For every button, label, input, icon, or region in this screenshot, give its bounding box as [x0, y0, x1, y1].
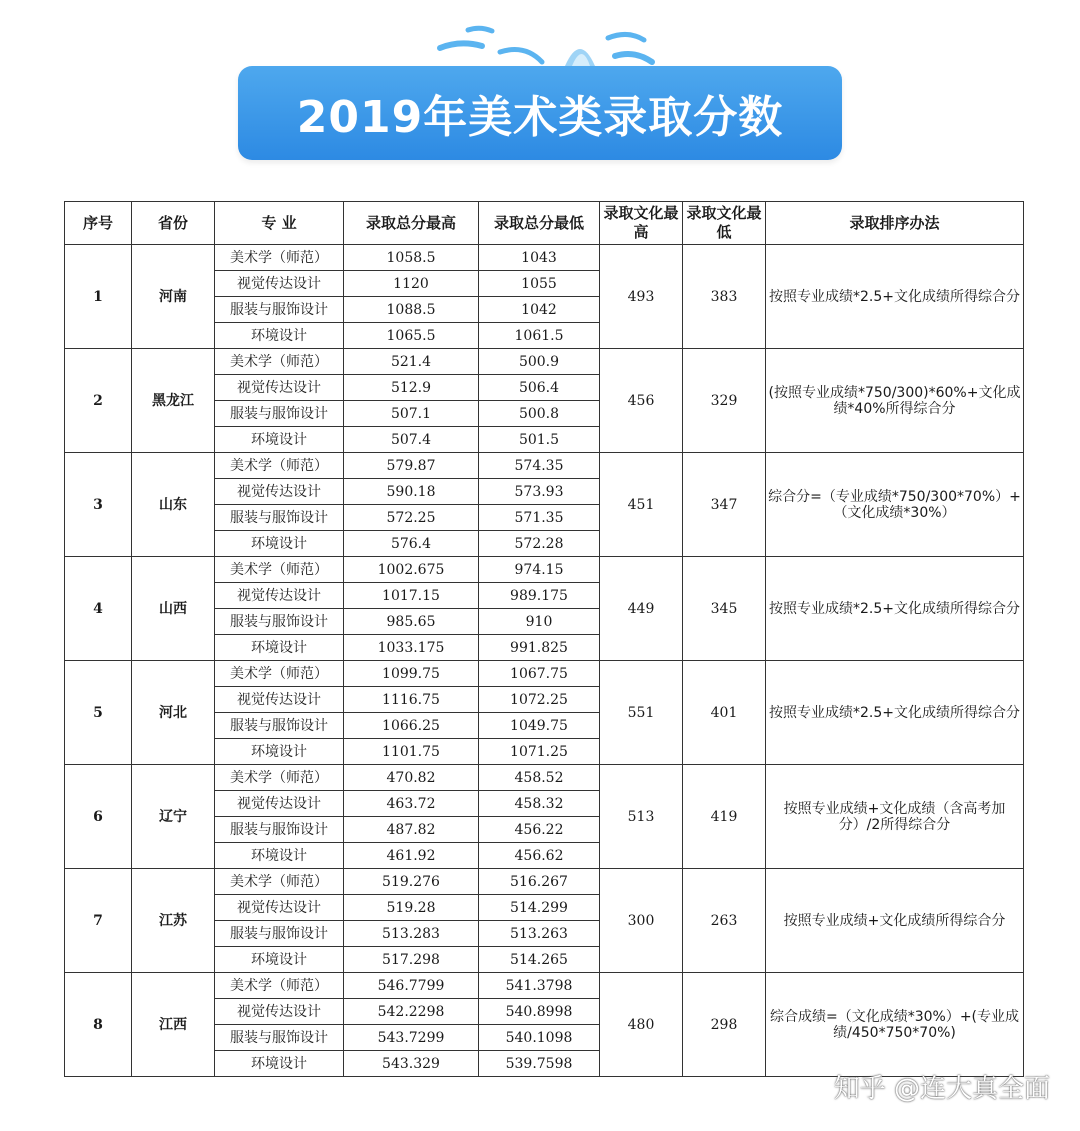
- major-cell: 服装与服饰设计: [215, 609, 344, 635]
- total-min-cell: 1055: [479, 271, 600, 297]
- row-index: 6: [65, 765, 132, 869]
- total-max-cell: 513.283: [344, 921, 479, 947]
- major-cell: 服装与服饰设计: [215, 713, 344, 739]
- major-cell: 服装与服饰设计: [215, 401, 344, 427]
- total-min-cell: 910: [479, 609, 600, 635]
- major-cell: 视觉传达设计: [215, 999, 344, 1025]
- total-min-cell: 974.15: [479, 557, 600, 583]
- major-cell: 美术学（师范）: [215, 869, 344, 895]
- major-cell: 视觉传达设计: [215, 271, 344, 297]
- table-row: [65, 661, 1024, 687]
- total-min-cell: 500.9: [479, 349, 600, 375]
- culture-min-cell: 345: [683, 557, 766, 661]
- table-row: [65, 869, 1024, 895]
- header-index: 序号: [65, 202, 132, 245]
- table-row: [65, 349, 1024, 375]
- total-min-cell: 1067.75: [479, 661, 600, 687]
- total-min-cell: 1071.25: [479, 739, 600, 765]
- major-cell: 美术学（师范）: [215, 349, 344, 375]
- total-max-cell: 590.18: [344, 479, 479, 505]
- province-cell: 黑龙江: [132, 349, 215, 453]
- ranking-method-cell: 按照专业成绩*2.5+文化成绩所得综合分: [766, 245, 1024, 349]
- total-max-cell: 1099.75: [344, 661, 479, 687]
- total-max-cell: 572.25: [344, 505, 479, 531]
- culture-max-cell: 513: [600, 765, 683, 869]
- total-min-cell: 540.1098: [479, 1025, 600, 1051]
- row-index: 1: [65, 245, 132, 349]
- major-cell: 服装与服饰设计: [215, 297, 344, 323]
- major-cell: 美术学（师范）: [215, 557, 344, 583]
- major-cell: 美术学（师范）: [215, 765, 344, 791]
- header-province: 省份: [132, 202, 215, 245]
- total-min-cell: 1043: [479, 245, 600, 271]
- total-max-cell: 519.276: [344, 869, 479, 895]
- total-max-cell: 461.92: [344, 843, 479, 869]
- culture-max-cell: 456: [600, 349, 683, 453]
- major-cell: 视觉传达设计: [215, 375, 344, 401]
- ranking-method-cell: 综合成绩=（文化成绩*30%）+(专业成绩/450*750*70%): [766, 973, 1024, 1077]
- major-cell: 服装与服饰设计: [215, 817, 344, 843]
- total-max-cell: 1033.175: [344, 635, 479, 661]
- major-cell: 视觉传达设计: [215, 895, 344, 921]
- total-min-cell: 1072.25: [479, 687, 600, 713]
- total-min-cell: 506.4: [479, 375, 600, 401]
- province-cell: 辽宁: [132, 765, 215, 869]
- ranking-method-cell: 按照专业成绩+文化成绩所得综合分: [766, 869, 1024, 973]
- major-cell: 视觉传达设计: [215, 687, 344, 713]
- header-row: [65, 202, 1024, 245]
- culture-max-cell: 449: [600, 557, 683, 661]
- table-row: [65, 245, 1024, 271]
- major-cell: 美术学（师范）: [215, 245, 344, 271]
- page-title: 2019年美术类录取分数: [296, 92, 784, 143]
- province-cell: 江西: [132, 973, 215, 1077]
- row-index: 7: [65, 869, 132, 973]
- major-cell: 视觉传达设计: [215, 479, 344, 505]
- total-max-cell: 543.7299: [344, 1025, 479, 1051]
- table-row: [65, 765, 1024, 791]
- header-total-min: 录取总分最低: [479, 202, 600, 245]
- admission-score-table: [64, 201, 1024, 1077]
- title-banner: [238, 66, 842, 160]
- total-max-cell: 470.82: [344, 765, 479, 791]
- total-max-cell: 517.298: [344, 947, 479, 973]
- major-cell: 服装与服饰设计: [215, 921, 344, 947]
- major-cell: 视觉传达设计: [215, 583, 344, 609]
- culture-max-cell: 551: [600, 661, 683, 765]
- header-method: 录取排序办法: [766, 202, 1024, 245]
- total-min-cell: 540.8998: [479, 999, 600, 1025]
- total-min-cell: 991.825: [479, 635, 600, 661]
- total-max-cell: 1120: [344, 271, 479, 297]
- total-min-cell: 1049.75: [479, 713, 600, 739]
- ranking-method-cell: 按照专业成绩*2.5+文化成绩所得综合分: [766, 661, 1024, 765]
- total-max-cell: 1002.675: [344, 557, 479, 583]
- total-min-cell: 1042: [479, 297, 600, 323]
- culture-min-cell: 419: [683, 765, 766, 869]
- ranking-method-cell: 按照专业成绩+文化成绩（含高考加分）/2所得综合分: [766, 765, 1024, 869]
- total-max-cell: 579.87: [344, 453, 479, 479]
- major-cell: 环境设计: [215, 843, 344, 869]
- total-min-cell: 500.8: [479, 401, 600, 427]
- major-cell: 环境设计: [215, 947, 344, 973]
- total-min-cell: 514.299: [479, 895, 600, 921]
- total-min-cell: 572.28: [479, 531, 600, 557]
- total-max-cell: 546.7799: [344, 973, 479, 999]
- major-cell: 环境设计: [215, 323, 344, 349]
- culture-max-cell: 493: [600, 245, 683, 349]
- major-cell: 环境设计: [215, 531, 344, 557]
- total-max-cell: 463.72: [344, 791, 479, 817]
- header-total-max: 录取总分最高: [344, 202, 479, 245]
- total-min-cell: 1061.5: [479, 323, 600, 349]
- header-culture-max: 录取文化最高: [600, 202, 683, 245]
- culture-min-cell: 383: [683, 245, 766, 349]
- total-max-cell: 507.1: [344, 401, 479, 427]
- culture-min-cell: 263: [683, 869, 766, 973]
- total-min-cell: 571.35: [479, 505, 600, 531]
- province-cell: 江苏: [132, 869, 215, 973]
- row-index: 2: [65, 349, 132, 453]
- major-cell: 美术学（师范）: [215, 973, 344, 999]
- row-index: 4: [65, 557, 132, 661]
- row-index: 8: [65, 973, 132, 1077]
- major-cell: 服装与服饰设计: [215, 1025, 344, 1051]
- row-index: 5: [65, 661, 132, 765]
- province-cell: 山东: [132, 453, 215, 557]
- table-row: [65, 557, 1024, 583]
- header-culture-min: 录取文化最低: [683, 202, 766, 245]
- culture-max-cell: 451: [600, 453, 683, 557]
- total-min-cell: 541.3798: [479, 973, 600, 999]
- major-cell: 环境设计: [215, 635, 344, 661]
- culture-max-cell: 480: [600, 973, 683, 1077]
- header-major: 专 业: [215, 202, 344, 245]
- total-max-cell: 519.28: [344, 895, 479, 921]
- total-max-cell: 1088.5: [344, 297, 479, 323]
- total-max-cell: 1017.15: [344, 583, 479, 609]
- culture-min-cell: 329: [683, 349, 766, 453]
- province-cell: 河北: [132, 661, 215, 765]
- total-max-cell: 1065.5: [344, 323, 479, 349]
- culture-max-cell: 300: [600, 869, 683, 973]
- total-max-cell: 1116.75: [344, 687, 479, 713]
- row-index: 3: [65, 453, 132, 557]
- culture-min-cell: 347: [683, 453, 766, 557]
- total-max-cell: 576.4: [344, 531, 479, 557]
- culture-min-cell: 401: [683, 661, 766, 765]
- culture-min-cell: 298: [683, 973, 766, 1077]
- total-max-cell: 512.9: [344, 375, 479, 401]
- total-min-cell: 456.22: [479, 817, 600, 843]
- major-cell: 视觉传达设计: [215, 791, 344, 817]
- ranking-method-cell: 综合分=（专业成绩*750/300*70%）+（文化成绩*30%）: [766, 453, 1024, 557]
- water-splash-icon: [430, 22, 660, 72]
- total-max-cell: 542.2298: [344, 999, 479, 1025]
- major-cell: 环境设计: [215, 1051, 344, 1077]
- watermark: 知乎 @连大真全面: [833, 1074, 1050, 1104]
- major-cell: 美术学（师范）: [215, 453, 344, 479]
- province-cell: 河南: [132, 245, 215, 349]
- total-max-cell: 543.329: [344, 1051, 479, 1077]
- total-max-cell: 507.4: [344, 427, 479, 453]
- total-min-cell: 516.267: [479, 869, 600, 895]
- total-max-cell: 487.82: [344, 817, 479, 843]
- major-cell: 环境设计: [215, 739, 344, 765]
- table-row: [65, 973, 1024, 999]
- total-max-cell: 1058.5: [344, 245, 479, 271]
- total-min-cell: 458.32: [479, 791, 600, 817]
- total-max-cell: 1066.25: [344, 713, 479, 739]
- total-max-cell: 521.4: [344, 349, 479, 375]
- table-row: [65, 453, 1024, 479]
- total-min-cell: 456.62: [479, 843, 600, 869]
- total-min-cell: 458.52: [479, 765, 600, 791]
- major-cell: 美术学（师范）: [215, 661, 344, 687]
- total-min-cell: 539.7598: [479, 1051, 600, 1077]
- total-min-cell: 513.263: [479, 921, 600, 947]
- ranking-method-cell: (按照专业成绩*750/300)*60%+文化成绩*40%所得综合分: [766, 349, 1024, 453]
- province-cell: 山西: [132, 557, 215, 661]
- major-cell: 环境设计: [215, 427, 344, 453]
- total-min-cell: 574.35: [479, 453, 600, 479]
- major-cell: 服装与服饰设计: [215, 505, 344, 531]
- total-min-cell: 989.175: [479, 583, 600, 609]
- total-min-cell: 514.265: [479, 947, 600, 973]
- total-max-cell: 1101.75: [344, 739, 479, 765]
- total-max-cell: 985.65: [344, 609, 479, 635]
- total-min-cell: 573.93: [479, 479, 600, 505]
- ranking-method-cell: 按照专业成绩*2.5+文化成绩所得综合分: [766, 557, 1024, 661]
- total-min-cell: 501.5: [479, 427, 600, 453]
